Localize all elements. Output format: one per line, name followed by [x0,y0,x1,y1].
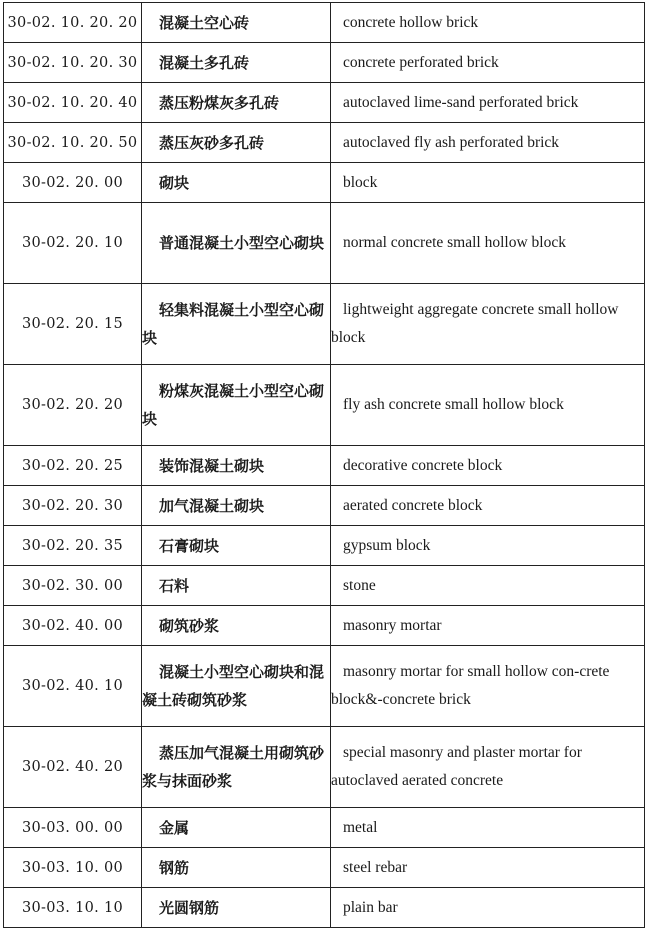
table-body [4,3,645,928]
english-term-text: stone [343,576,376,594]
table-row [4,3,645,43]
chinese-term [142,808,331,848]
chinese-term-text: 砌筑砂浆 [159,616,220,635]
table-row [4,365,645,446]
term-code: 30-03. 00. 00 [4,808,142,848]
chinese-term-text: 石料 [159,576,190,595]
english-term-text: masonry mortar for small hollow con-crete block&-concrete brick [331,663,610,708]
chinese-term [142,446,331,486]
term-code: 30-02. 20. 30 [4,486,142,526]
table-row [4,203,645,284]
english-term-text: decorative concrete block [343,456,503,474]
table-row [4,284,645,365]
term-code: 30-02. 10. 20. 40 [4,83,142,123]
english-term [331,727,645,808]
term-code: 30-02. 20. 15 [4,284,142,365]
chinese-term [142,606,331,646]
chinese-term-text: 加气混凝土砌块 [159,496,265,515]
term-code: 30-02. 20. 00 [4,163,142,203]
english-term [331,83,645,123]
english-term-text: concrete perforated brick [343,53,499,71]
term-code: 30-02. 40. 10 [4,646,142,727]
chinese-term-text: 蒸压粉煤灰多孔砖 [159,93,280,112]
table-row [4,83,645,123]
english-term [331,486,645,526]
term-code: 30-02. 10. 20. 30 [4,43,142,83]
chinese-term-text: 粉煤灰混凝土小型空心砌块 [142,382,325,428]
chinese-term-text: 光圆钢筋 [159,898,220,917]
chinese-term [142,83,331,123]
english-term [331,446,645,486]
chinese-term-text: 混凝土小型空心砌块和混凝土砖砌筑砂浆 [142,663,325,709]
english-term [331,526,645,566]
table-row [4,848,645,888]
chinese-term [142,365,331,446]
term-code: 30-02. 20. 10 [4,203,142,284]
english-term-text: fly ash concrete small hollow block [343,396,564,413]
english-term [331,606,645,646]
english-term-text: steel rebar [343,858,408,876]
table-row [4,486,645,526]
english-term [331,808,645,848]
term-code: 30-03. 10. 10 [4,888,142,928]
chinese-term-text: 普通混凝土小型空心砌块 [159,234,325,252]
term-code: 30-02. 20. 20 [4,365,142,446]
english-term [331,848,645,888]
term-code: 30-02. 40. 00 [4,606,142,646]
english-term-text: normal concrete small hollow block [343,234,566,251]
table-row [4,163,645,203]
english-term-text: special masonry and plaster mortar for autoclaved aerated concrete [331,744,582,789]
english-term-text: lightweight aggregate concrete small hollow block [331,301,619,346]
english-term [331,566,645,606]
chinese-term-text: 石膏砌块 [159,536,220,555]
term-code: 30-03. 10. 00 [4,848,142,888]
term-code: 30-02. 30. 00 [4,566,142,606]
table-row [4,43,645,83]
table-row [4,566,645,606]
chinese-term [142,43,331,83]
chinese-term [142,486,331,526]
chinese-term-text: 金属 [159,818,190,837]
english-term [331,43,645,83]
chinese-term [142,566,331,606]
table-row [4,123,645,163]
english-term [331,284,645,365]
chinese-term [142,123,331,163]
english-term [331,888,645,928]
chinese-term [142,646,331,727]
english-term-text: gypsum block [343,536,431,554]
chinese-term-text: 砌块 [159,173,190,192]
english-term [331,646,645,727]
english-term-text: aerated concrete block [343,496,483,514]
chinese-term [142,3,331,43]
term-code: 30-02. 10. 20. 20 [4,3,142,43]
term-code: 30-02. 20. 25 [4,446,142,486]
english-term-text: autoclaved fly ash perforated brick [343,133,560,151]
english-term [331,3,645,43]
chinese-term-text: 蒸压加气混凝土用砌筑砂浆与抹面砂浆 [142,744,325,790]
term-code: 30-02. 20. 35 [4,526,142,566]
chinese-term-text: 钢筋 [159,858,190,877]
table-row [4,727,645,808]
chinese-term-text: 混凝土空心砖 [159,13,250,32]
english-term-text: concrete hollow brick [343,13,479,31]
table-row [4,606,645,646]
chinese-term [142,284,331,365]
chinese-term [142,526,331,566]
english-term [331,203,645,284]
table-row [4,646,645,727]
english-term-text: masonry mortar [343,616,442,634]
english-term-text: plain bar [343,898,398,916]
chinese-term-text: 装饰混凝土砌块 [159,456,265,475]
table-row [4,808,645,848]
chinese-term-text: 混凝土多孔砖 [159,53,250,72]
chinese-term [142,203,331,284]
english-term [331,365,645,446]
english-term [331,123,645,163]
english-term-text: autoclaved lime-sand perforated brick [343,93,579,111]
english-term-text: block [343,173,378,191]
table-row [4,888,645,928]
chinese-term [142,163,331,203]
english-term [331,163,645,203]
chinese-term [142,848,331,888]
table-row [4,446,645,486]
chinese-term [142,888,331,928]
chinese-term-text: 蒸压灰砂多孔砖 [159,133,265,152]
term-code: 30-02. 40. 20 [4,727,142,808]
english-term-text: metal [343,818,378,836]
term-code: 30-02. 10. 20. 50 [4,123,142,163]
chinese-term [142,727,331,808]
terminology-table [3,2,645,928]
chinese-term-text: 轻集料混凝土小型空心砌块 [142,301,325,347]
table-row [4,526,645,566]
